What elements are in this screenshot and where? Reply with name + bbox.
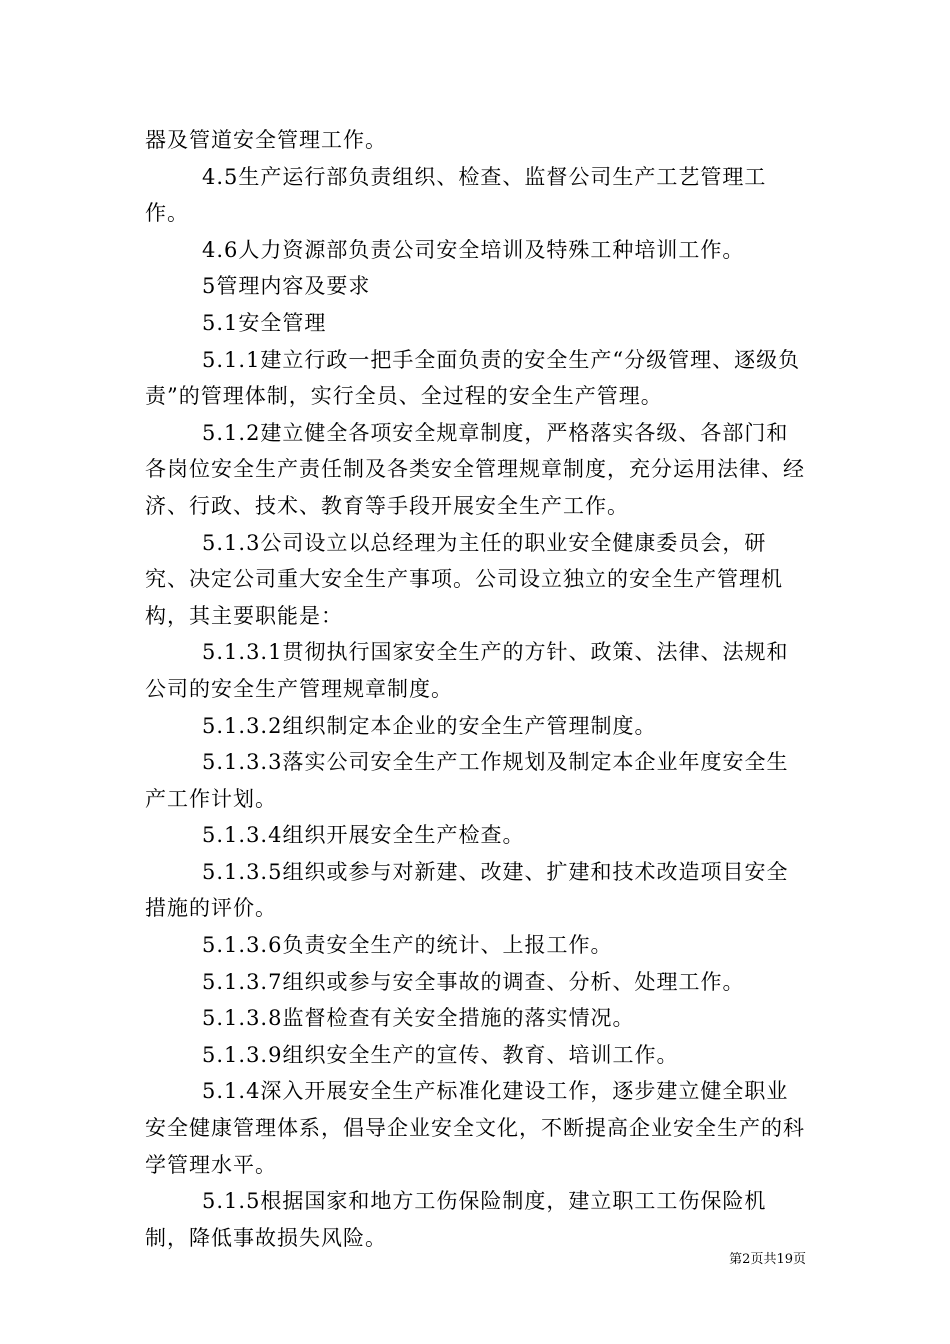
document-body (145, 122, 810, 1256)
subsection-heading: 5.1安全管理 (202, 310, 327, 335)
paragraph: 5.1.2建立健全各项安全规章制度，严格落实各级、各部门和各岗位安全生产责任制及各类安全管理规章制度，充分运用法律、经济、行政、技术、教育等手段开展安全生产工作。 (145, 420, 805, 518)
page-number-footer: 第2页共19页 (729, 1252, 806, 1267)
list-item: 5.1.3.5组织或参与对新建、改建、扩建和技术改造项目安全措施的评价。 (145, 859, 789, 921)
list-item: 5.1.3.2组织制定本企业的安全生产管理制度。 (202, 713, 657, 738)
paragraph: 器及管道安全管理工作。 (145, 128, 387, 152)
list-item: 5.1.3.6负责安全生产的统计、上报工作。 (202, 933, 613, 958)
paragraph: 4.5生产运行部负责组织、检查、监督公司生产工艺管理工作。 (145, 164, 767, 226)
list-item: 5.1.3.8监督检查有关安全措施的落实情况。 (202, 1006, 635, 1031)
list-item: 5.1.3.7组织或参与安全事故的调查、分析、处理工作。 (202, 969, 745, 994)
list-item: 5.1.3.1贯彻执行国家安全生产的方针、政策、法律、法规和公司的安全生产管理规章制度。 (145, 640, 789, 701)
paragraph: 4.6人力资源部负责公司安全培训及特殊工种培训工作。 (202, 237, 745, 262)
paragraph: 5.1.4深入开展安全生产标准化建设工作，逐步建立健全职业安全健康管理体系，倡导企业安全文化，不断提高企业安全生产的科学管理水平。 (145, 1079, 805, 1177)
paragraph: 5.1.1建立行政一把手全面负责的安全生产“分级管理、逐级负责”的管理体制，实行全员、全过程的安全生产管理。 (145, 347, 801, 409)
section-heading: 5管理内容及要求 (202, 274, 371, 299)
list-item: 5.1.3.4组织开展安全生产检查。 (202, 823, 525, 848)
list-item: 5.1.3.9组织安全生产的宣传、教育、培训工作。 (202, 1042, 679, 1067)
paragraph: 5.1.3公司设立以总经理为主任的职业安全健康委员会，研究、决定公司重大安全生产事项。公司设立独立的安全生产管理机构，其主要职能是： (145, 530, 783, 628)
list-item: 5.1.3.3落实公司安全生产工作规划及制定本企业年度安全生产工作计划。 (145, 750, 789, 811)
paragraph: 5.1.5根据国家和地方工伤保险制度，建立职工工伤保险机制，降低事故损失风险。 (145, 1189, 767, 1250)
